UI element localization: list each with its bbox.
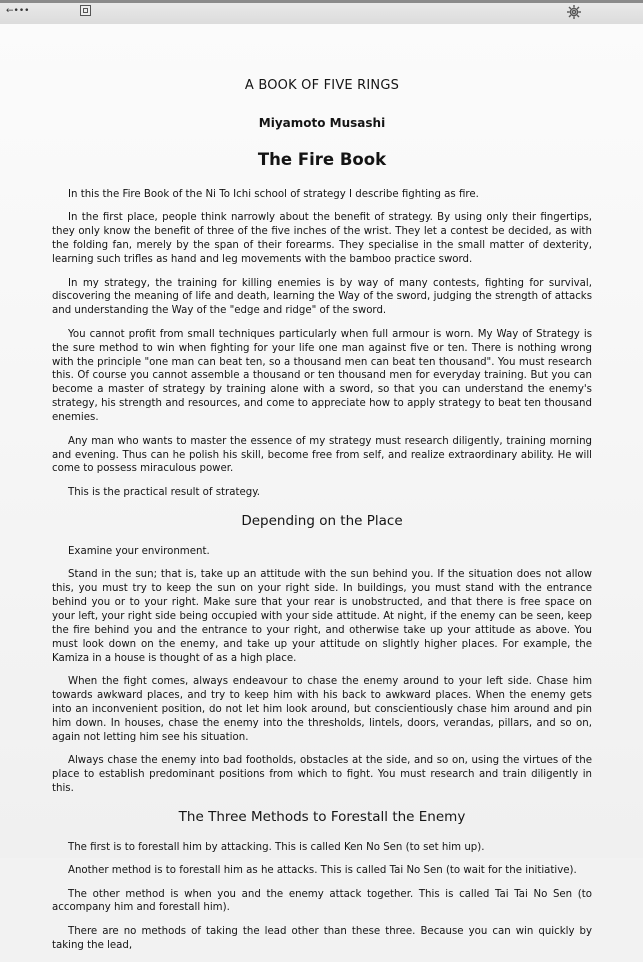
paragraph: This is the practical result of strategy. [68, 486, 261, 498]
text-flow [52, 188, 592, 962]
paragraph: Stand in the sun; that is, take up an attitude with the sun behind you. If the situation does not allow this, you must try to keep the sun on your right side. In buildings, you must stand with the entrance behind you or to your right. Make sure that your rear is unobstructed, and that there is free space on your left, your right side being occupied with your side attitude. At night, if the enemy can be seen, keep the fire behind you and the entrance to your right, and otherwise take up your attitude as above. You must look down on the enemy, and take up your attitude on slightly higher places. For example, the Kamiza in a house is thought of as a high place. [52, 569, 592, 664]
paragraph: Examine your environment. [68, 545, 210, 557]
paragraph: In my strategy, the training for killing enemies is by way of many contests, fighting for survival, discovering the meaning of life and death, learning the Way of the sword, judging the strength of attacks and understanding the Way of the "edge and ridge" of the sword. [52, 277, 592, 317]
section-heading: The Three Methods to Forestall the Enemy [178, 808, 466, 825]
paragraph: In this the Fire Book of the Ni To Ichi school of strategy I describe fighting as fire. [68, 189, 479, 200]
toolbar-top-edge [0, 0, 643, 3]
gear-icon[interactable] [566, 4, 582, 20]
paragraph: Always chase the enemy into bad footholds, obstacles at the side, and so on, using the virtues of the place to establish predominant positions from which to fight. You must research and train diligently in this. [52, 755, 592, 794]
paragraph: Any man who wants to master the essence of my strategy must research diligently, training morning and evening. Thus can he polish his skill, become free from self, and realize extraordinary ability. He will come to possess miraculous power. [52, 435, 592, 475]
reader-toolbar [0, 0, 643, 25]
book-page [0, 24, 643, 951]
page-icon[interactable] [80, 5, 91, 16]
paragraph: There are no methods of taking the lead other than these three. Because you can win quickly by taking the lead, [52, 925, 592, 951]
chapter-title: The Fire Book [257, 150, 387, 169]
paragraph: The first is to forestall him by attacking. This is called Ken No Sen (to set him up). [68, 841, 485, 853]
author-name: Miyamoto Musashi [258, 116, 386, 130]
paragraph: You cannot profit from small techniques particularly when full armour is worn. My Way of Strategy is the sure method to win when fighting for your life one man against five or ten. There is nothing wrong with the principle "one man can beat ten, so a thousand men can beat ten thousand". You must research this. Of course you cannot assemble a thousand or ten thousand men for everyday training. But you can become a master of strategy by training alone with a sword, so that you can understand the enemy's strategy, his strength and resources, and come to appreciate how to apply strategy to beat ten thousand enemies. [52, 328, 592, 424]
paragraph: When the fight comes, always endeavour to chase the enemy around to your left side. Chase him towards awkward places, and try to keep him with his back to awkward places. When the enemy gets into an inconvenient position, do not let him look around, but conscientiously chase him around and pin him down. In houses, chase the enemy into the thresholds, lintels, doors, verandas, pillars, and so on, again not letting him see his situation. [52, 675, 592, 743]
paragraph: Another method is to forestall him as he attacks. This is called Tai No Sen (to wait for the initiative). [68, 865, 577, 877]
section-heading: Depending on the Place [241, 512, 403, 529]
book-title: A BOOK OF FIVE RINGS [244, 78, 400, 93]
paragraph: The other method is when you and the enemy attack together. This is called Tai Tai No Sen (to accompany him and forestall him). [52, 888, 592, 914]
paragraph: In the first place, people think narrowly about the benefit of strategy. By using only their fingertips, they only know the benefit of three of the five inches of the wrist. They let a contest be decided, as with the folding fan, merely by the span of their forearms. They specialise in the small matter of dexterity, learning such trifles as hand and leg movements with the bamboo practice sword. [52, 212, 592, 266]
back-arrow-icon[interactable]: ←••• [6, 6, 30, 16]
